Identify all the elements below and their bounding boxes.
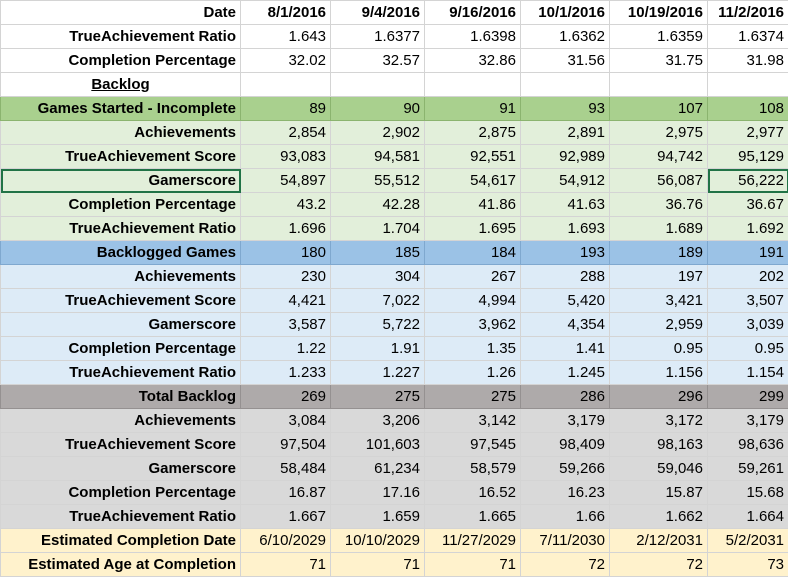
cell[interactable]: 91 xyxy=(425,97,521,121)
cell[interactable]: 189 xyxy=(610,241,708,265)
cell[interactable]: 1.695 xyxy=(425,217,521,241)
table-row xyxy=(1,193,788,217)
cell[interactable]: 296 xyxy=(610,385,708,409)
cell[interactable]: 1.643 xyxy=(241,25,331,49)
cell[interactable]: 54,897 xyxy=(241,169,331,193)
cell[interactable]: 267 xyxy=(425,265,521,289)
cell[interactable]: 193 xyxy=(521,241,610,265)
cell[interactable]: 72 xyxy=(610,553,708,577)
cell[interactable]: 32.57 xyxy=(331,49,425,73)
cell[interactable]: 55,512 xyxy=(331,169,425,193)
row-label[interactable]: Achievements xyxy=(1,121,241,145)
cell[interactable]: 41.63 xyxy=(521,193,610,217)
row-label[interactable]: Gamerscore xyxy=(1,457,241,481)
row-label[interactable]: TrueAchievement Score xyxy=(1,433,241,457)
overall-ta-ratio-row xyxy=(1,25,788,49)
cell[interactable]: 230 xyxy=(241,265,331,289)
cell[interactable]: 97,504 xyxy=(241,433,331,457)
row-label[interactable]: Achievements xyxy=(1,409,241,433)
cell[interactable]: 1.35 xyxy=(425,337,521,361)
cell[interactable]: 7,022 xyxy=(331,289,425,313)
section-label[interactable]: Total Backlog xyxy=(1,385,241,409)
cell[interactable]: 3,142 xyxy=(425,409,521,433)
cell[interactable]: 58,484 xyxy=(241,457,331,481)
cell[interactable]: 2,977 xyxy=(708,121,788,145)
cell[interactable]: 31.75 xyxy=(610,49,708,73)
cell[interactable]: 59,261 xyxy=(708,457,788,481)
cell[interactable]: 36.67 xyxy=(708,193,788,217)
row-label[interactable]: Achievements xyxy=(1,265,241,289)
cell[interactable]: 286 xyxy=(521,385,610,409)
cell[interactable]: 3,962 xyxy=(425,313,521,337)
row-label[interactable]: Gamerscore xyxy=(1,313,241,337)
table-row xyxy=(1,169,788,193)
cell[interactable]: 3,587 xyxy=(241,313,331,337)
cell[interactable]: 1.156 xyxy=(610,361,708,385)
backlogged-games-header-row xyxy=(1,241,788,265)
cell[interactable]: 93,083 xyxy=(241,145,331,169)
cell[interactable] xyxy=(708,73,788,97)
cell[interactable]: 2,959 xyxy=(610,313,708,337)
cell[interactable]: 0.95 xyxy=(610,337,708,361)
cell[interactable]: 54,912 xyxy=(521,169,610,193)
cell[interactable]: 89 xyxy=(241,97,331,121)
cell[interactable]: 1.665 xyxy=(425,505,521,529)
cell[interactable]: 6/10/2029 xyxy=(241,529,331,553)
cell[interactable]: 31.98 xyxy=(708,49,788,73)
row-label[interactable]: Estimated Completion Date xyxy=(1,529,241,553)
cell[interactable]: 3,179 xyxy=(521,409,610,433)
cell[interactable]: 1.664 xyxy=(708,505,788,529)
cell[interactable]: 5,722 xyxy=(331,313,425,337)
cell[interactable]: 197 xyxy=(610,265,708,289)
cell[interactable]: 16.52 xyxy=(425,481,521,505)
estimated-age-row xyxy=(1,553,788,577)
estimated-completion-date-row xyxy=(1,529,788,553)
cell[interactable]: 1.245 xyxy=(521,361,610,385)
cell[interactable]: 4,421 xyxy=(241,289,331,313)
table-row xyxy=(1,121,788,145)
cell[interactable]: 11/27/2029 xyxy=(425,529,521,553)
section-label[interactable]: Games Started - Incomplete xyxy=(1,97,241,121)
cell[interactable]: 185 xyxy=(331,241,425,265)
cell[interactable]: 3,179 xyxy=(708,409,788,433)
date-header-cell[interactable]: 10/19/2016 xyxy=(610,1,708,25)
cell[interactable]: 15.87 xyxy=(610,481,708,505)
cell[interactable]: 2,875 xyxy=(425,121,521,145)
cell[interactable]: 1.154 xyxy=(708,361,788,385)
cell[interactable]: 0.95 xyxy=(708,337,788,361)
cell[interactable]: 3,084 xyxy=(241,409,331,433)
cell[interactable]: 97,545 xyxy=(425,433,521,457)
cell[interactable]: 1.696 xyxy=(241,217,331,241)
cell[interactable]: 15.68 xyxy=(708,481,788,505)
table-row xyxy=(1,505,788,529)
cell[interactable]: 61,234 xyxy=(331,457,425,481)
cell[interactable]: 94,742 xyxy=(610,145,708,169)
section-label[interactable]: Backlogged Games xyxy=(1,241,241,265)
table-row xyxy=(1,409,788,433)
table-row xyxy=(1,337,788,361)
cell[interactable]: 299 xyxy=(708,385,788,409)
cell[interactable]: 1.692 xyxy=(708,217,788,241)
cell[interactable] xyxy=(610,73,708,97)
cell[interactable]: 2,854 xyxy=(241,121,331,145)
backlog-title-row xyxy=(1,73,788,97)
cell[interactable]: 42.28 xyxy=(331,193,425,217)
cell[interactable]: 1.6359 xyxy=(610,25,708,49)
date-header-cell[interactable]: 9/16/2016 xyxy=(425,1,521,25)
cell[interactable]: 16.23 xyxy=(521,481,610,505)
cell[interactable]: 3,172 xyxy=(610,409,708,433)
cell[interactable]: 1.689 xyxy=(610,217,708,241)
cell[interactable]: 2/12/2031 xyxy=(610,529,708,553)
cell[interactable]: 288 xyxy=(521,265,610,289)
cell[interactable] xyxy=(331,73,425,97)
cell[interactable]: 98,163 xyxy=(610,433,708,457)
cell[interactable]: 98,409 xyxy=(521,433,610,457)
cell[interactable]: 1.66 xyxy=(521,505,610,529)
row-label[interactable]: TrueAchievement Score xyxy=(1,289,241,313)
cell[interactable]: 1.233 xyxy=(241,361,331,385)
row-label[interactable]: Estimated Age at Completion xyxy=(1,553,241,577)
cell[interactable]: 1.41 xyxy=(521,337,610,361)
cell[interactable]: 92,551 xyxy=(425,145,521,169)
cell[interactable]: 108 xyxy=(708,97,788,121)
cell[interactable]: 1.6374 xyxy=(708,25,788,49)
date-header-cell[interactable]: 11/2/2016 xyxy=(708,1,788,25)
cell[interactable]: 56,087 xyxy=(610,169,708,193)
cell[interactable]: 95,129 xyxy=(708,145,788,169)
cell[interactable]: 98,636 xyxy=(708,433,788,457)
cell[interactable]: 304 xyxy=(331,265,425,289)
cell[interactable]: 180 xyxy=(241,241,331,265)
table-row xyxy=(1,481,788,505)
row-label[interactable]: TrueAchievement Score xyxy=(1,145,241,169)
table-row xyxy=(1,145,788,169)
table-row xyxy=(1,361,788,385)
cell[interactable]: 59,046 xyxy=(610,457,708,481)
cell[interactable] xyxy=(425,73,521,97)
cell[interactable]: 3,421 xyxy=(610,289,708,313)
overall-completion-row xyxy=(1,49,788,73)
cell[interactable]: 36.76 xyxy=(610,193,708,217)
cell[interactable]: 269 xyxy=(241,385,331,409)
cell[interactable]: 92,989 xyxy=(521,145,610,169)
cell[interactable]: 1.26 xyxy=(425,361,521,385)
row-label[interactable]: TrueAchievement Ratio xyxy=(1,361,241,385)
row-label[interactable]: Completion Percentage xyxy=(1,481,241,505)
table-row xyxy=(1,313,788,337)
cell[interactable]: 32.86 xyxy=(425,49,521,73)
cell[interactable]: 3,039 xyxy=(708,313,788,337)
cell[interactable]: 1.704 xyxy=(331,217,425,241)
cell[interactable]: 94,581 xyxy=(331,145,425,169)
cell[interactable]: 191 xyxy=(708,241,788,265)
cell[interactable]: 32.02 xyxy=(241,49,331,73)
cell[interactable]: 1.6398 xyxy=(425,25,521,49)
date-header-cell[interactable]: 8/1/2016 xyxy=(241,1,331,25)
cell[interactable]: 59,266 xyxy=(521,457,610,481)
cell[interactable]: 1.659 xyxy=(331,505,425,529)
row-label[interactable]: TrueAchievement Ratio xyxy=(1,25,241,49)
table-row xyxy=(1,433,788,457)
total-backlog-header-row xyxy=(1,385,788,409)
cell[interactable]: 72 xyxy=(521,553,610,577)
cell[interactable] xyxy=(241,73,331,97)
cell[interactable]: 107 xyxy=(610,97,708,121)
cell[interactable]: 16.87 xyxy=(241,481,331,505)
cell[interactable]: 4,994 xyxy=(425,289,521,313)
cell[interactable]: 31.56 xyxy=(521,49,610,73)
cell[interactable]: 5/2/2031 xyxy=(708,529,788,553)
date-header-cell[interactable]: 9/4/2016 xyxy=(331,1,425,25)
row-label[interactable]: Completion Percentage xyxy=(1,193,241,217)
cell[interactable]: 10/10/2029 xyxy=(331,529,425,553)
cell[interactable]: 1.91 xyxy=(331,337,425,361)
cell[interactable]: 41.86 xyxy=(425,193,521,217)
cell[interactable]: 58,579 xyxy=(425,457,521,481)
cell[interactable]: 1.662 xyxy=(610,505,708,529)
date-header-label[interactable]: Date xyxy=(1,1,241,25)
row-label[interactable]: Completion Percentage xyxy=(1,49,241,73)
cell[interactable]: 3,206 xyxy=(331,409,425,433)
cell[interactable]: 1.227 xyxy=(331,361,425,385)
cell[interactable]: 3,507 xyxy=(708,289,788,313)
cell[interactable]: 73 xyxy=(708,553,788,577)
cell[interactable]: 275 xyxy=(331,385,425,409)
cell[interactable]: 71 xyxy=(241,553,331,577)
cell[interactable]: 1.22 xyxy=(241,337,331,361)
cell[interactable]: 54,617 xyxy=(425,169,521,193)
cell[interactable]: 5,420 xyxy=(521,289,610,313)
cell[interactable]: 1.693 xyxy=(521,217,610,241)
cell[interactable]: 71 xyxy=(331,553,425,577)
cell[interactable]: 4,354 xyxy=(521,313,610,337)
cell[interactable]: 202 xyxy=(708,265,788,289)
cell[interactable]: 90 xyxy=(331,97,425,121)
cell[interactable]: 184 xyxy=(425,241,521,265)
cell[interactable]: 7/11/2030 xyxy=(521,529,610,553)
table-row xyxy=(1,217,788,241)
row-label[interactable]: Gamerscore xyxy=(1,169,241,193)
date-header-row xyxy=(1,1,788,25)
table-row xyxy=(1,289,788,313)
cell[interactable]: 43.2 xyxy=(241,193,331,217)
backlog-title[interactable]: Backlog xyxy=(1,73,241,97)
games-started-header-row xyxy=(1,97,788,121)
row-label[interactable]: Completion Percentage xyxy=(1,337,241,361)
cell[interactable]: 2,891 xyxy=(521,121,610,145)
date-header-cell[interactable]: 10/1/2016 xyxy=(521,1,610,25)
cell[interactable]: 1.667 xyxy=(241,505,331,529)
cell[interactable]: 2,975 xyxy=(610,121,708,145)
cell[interactable]: 1.6377 xyxy=(331,25,425,49)
cell[interactable]: 93 xyxy=(521,97,610,121)
row-label[interactable]: TrueAchievement Ratio xyxy=(1,217,241,241)
cell[interactable] xyxy=(521,73,610,97)
cell[interactable]: 71 xyxy=(425,553,521,577)
cell[interactable]: 101,603 xyxy=(331,433,425,457)
cell[interactable]: 17.16 xyxy=(331,481,425,505)
table-row xyxy=(1,265,788,289)
table-row xyxy=(1,457,788,481)
row-label[interactable]: TrueAchievement Ratio xyxy=(1,505,241,529)
selected-cell[interactable]: 56,222 xyxy=(708,169,788,193)
cell[interactable]: 275 xyxy=(425,385,521,409)
cell[interactable]: 1.6362 xyxy=(521,25,610,49)
cell[interactable]: 2,902 xyxy=(331,121,425,145)
